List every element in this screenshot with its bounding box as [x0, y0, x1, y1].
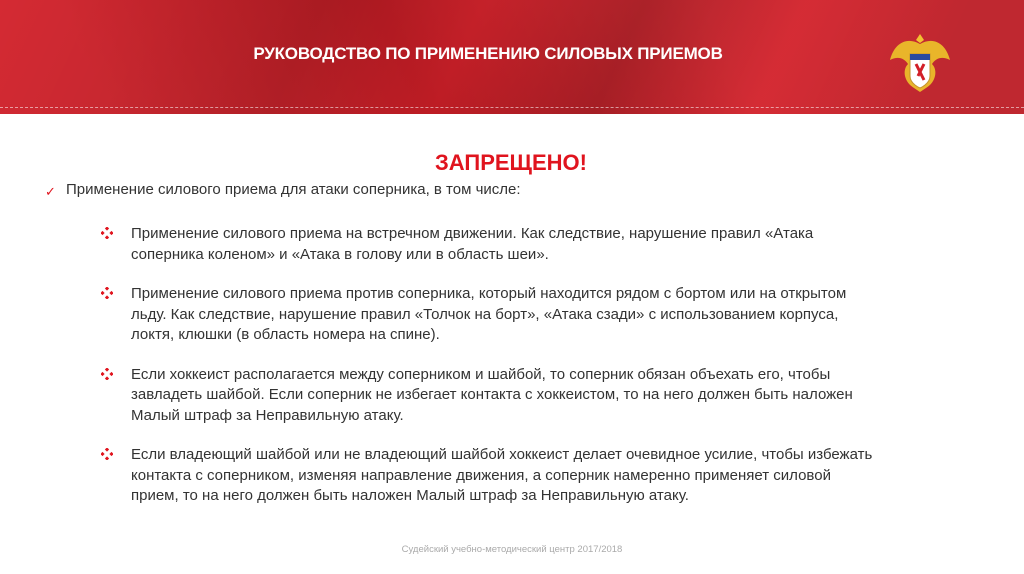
forbidden-heading-text: ЗАПРЕЩЕНО! — [435, 150, 587, 175]
diamond-bullet-icon — [101, 227, 113, 239]
checkmark-icon: ✓ — [45, 184, 56, 199]
bullet-item — [101, 284, 1001, 346]
diamond-bullet-icon — [101, 368, 113, 380]
bullet-line: Если хоккеист располагается между соперником и шайбой, то соперник обязан объехать его, чтобы — [131, 365, 831, 383]
bullet-text — [131, 365, 1001, 427]
slide-title-text: РУКОВОДСТВО ПО ПРИМЕНЕНИЮ СИЛОВЫХ ПРИЕМОВ — [253, 44, 723, 63]
bullet-line: прием, то на него должен быть наложен Малый штраф за Неправильную атаку. — [131, 487, 689, 504]
bullet-line: завладеть шайбой. Если соперник не избегает контакта с хоккеистом, то на него должен быть наложен — [131, 386, 853, 403]
bullet-line: локтя, клюшки (в область номера на спине). — [131, 326, 440, 343]
dashed-divider — [0, 107, 1024, 108]
bullet-line: соперника коленом» и «Атака в голову или в область шеи». — [131, 245, 549, 263]
diamond-bullet-icon — [101, 287, 113, 299]
bullet-line: льду. Как следствие, нарушение правил «Толчок на борт», «Атака сзади» с использованием корпуса, — [131, 305, 839, 323]
bullet-line: Применение силового приема на встречном движении. Как следствие, нарушение правил «Атака — [131, 225, 814, 242]
bullet-line: Малый штраф за Неправильную атаку. — [131, 406, 404, 424]
bullet-line: Применение силового приема против соперника, который находится рядом с бортом или на открытом — [131, 285, 847, 302]
bullet-text — [131, 224, 1001, 265]
emblem-logo-icon — [888, 30, 952, 96]
bullet-text — [131, 445, 1001, 507]
forbidden-heading — [0, 150, 1024, 176]
header-banner — [0, 0, 1024, 114]
bullet-line: контакта с соперником, изменяя направление движения, а соперник намеренно применяет силовой — [131, 466, 831, 484]
bullet-list — [101, 224, 1001, 526]
bullet-item — [101, 224, 1001, 265]
bullet-item — [101, 445, 1001, 507]
diamond-bullet-icon — [101, 448, 113, 460]
footer-text: Судейский учебно-методический центр 2017/2018 — [401, 544, 623, 555]
slide-title — [0, 44, 1024, 64]
bullet-line: Если владеющий шайбой или не владеющий шайбой хоккеист делает очевидное усилие, чтобы избежать — [131, 446, 873, 463]
bullet-text — [131, 284, 1001, 346]
bullet-item — [101, 365, 1001, 427]
lead-text: Применение силового приема для атаки соперника, в том числе: — [66, 181, 521, 198]
